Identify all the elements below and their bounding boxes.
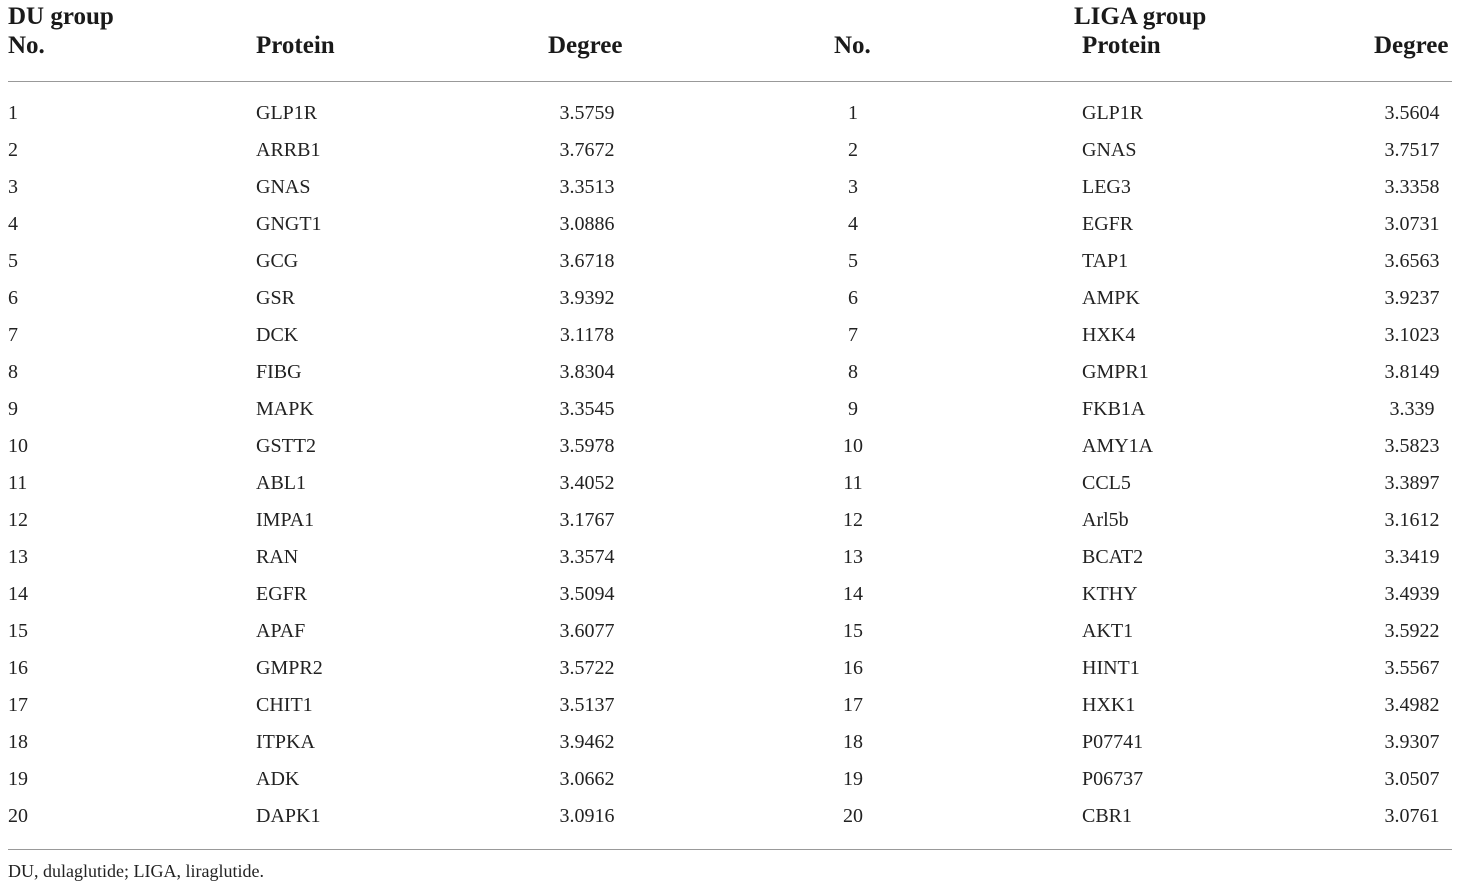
du-no-cell: 15 — [8, 620, 28, 642]
du-protein-cell: IMPA1 — [256, 509, 315, 531]
liga-no-cell: 14 — [843, 583, 863, 605]
liga-protein-cell: LEG3 — [1082, 176, 1131, 198]
liga-degree-cell: 3.7517 — [1384, 139, 1440, 161]
du-degree-cell: 3.3545 — [559, 398, 615, 420]
table-footnote: DU, dulaglutide; LIGA, liraglutide. — [8, 861, 264, 881]
du-degree-cell: 3.6718 — [559, 250, 615, 272]
du-protein-cell: EGFR — [256, 583, 308, 605]
du-protein-cell: GCG — [256, 250, 299, 272]
du-no-cell: 5 — [8, 250, 18, 272]
liga-protein-cell: Arl5b — [1082, 509, 1129, 531]
liga-degree-cell: 3.0761 — [1384, 805, 1440, 827]
liga-protein-header: Protein — [1082, 32, 1161, 59]
du-no-cell: 10 — [8, 435, 28, 457]
liga-no-cell: 16 — [843, 657, 863, 679]
du-no-cell: 13 — [8, 546, 28, 568]
du-degree-cell: 3.1178 — [559, 324, 615, 346]
liga-degree-header: Degree — [1374, 32, 1449, 59]
liga-no-cell: 1 — [848, 102, 858, 124]
du-protein-cell: DAPK1 — [256, 805, 321, 827]
du-no-cell: 8 — [8, 361, 18, 383]
liga-no-cell: 10 — [843, 435, 863, 457]
liga-no-cell: 6 — [848, 287, 858, 309]
liga-degree-cell: 3.5567 — [1384, 657, 1440, 679]
du-protein-cell: RAN — [256, 546, 299, 568]
du-no-cell: 4 — [8, 213, 18, 235]
liga-no-cell: 7 — [848, 324, 858, 346]
liga-protein-cell: HXK1 — [1082, 694, 1136, 716]
liga-no-cell: 20 — [843, 805, 863, 827]
du-protein-cell: ADK — [256, 768, 300, 790]
liga-protein-cell: EGFR — [1082, 213, 1134, 235]
bottom-rule — [8, 849, 1452, 850]
du-protein-cell: DCK — [256, 324, 299, 346]
du-protein-cell: GLP1R — [256, 102, 318, 124]
du-protein-cell: GNGT1 — [256, 213, 322, 235]
liga-degree-cell: 3.4982 — [1384, 694, 1440, 716]
liga-degree-cell: 3.3419 — [1384, 546, 1440, 568]
liga-degree-cell: 3.3897 — [1384, 472, 1440, 494]
liga-no-cell: 13 — [843, 546, 863, 568]
du-group-title: DU group — [8, 3, 114, 30]
du-degree-cell: 3.5137 — [559, 694, 615, 716]
du-degree-cell: 3.6077 — [559, 620, 615, 642]
header-rule — [8, 81, 1452, 82]
liga-protein-cell: CBR1 — [1082, 805, 1133, 827]
du-degree-cell: 3.0662 — [559, 768, 615, 790]
liga-protein-cell: AMY1A — [1082, 435, 1154, 457]
liga-protein-cell: P06737 — [1082, 768, 1144, 790]
du-degree-cell: 3.4052 — [559, 472, 615, 494]
du-protein-header: Protein — [256, 32, 335, 59]
du-no-header: No. — [8, 32, 45, 59]
du-protein-cell: GNAS — [256, 176, 311, 198]
liga-protein-cell: BCAT2 — [1082, 546, 1144, 568]
du-degree-cell: 3.5978 — [559, 435, 615, 457]
du-no-cell: 16 — [8, 657, 28, 679]
liga-protein-cell: AKT1 — [1082, 620, 1134, 642]
du-no-cell: 7 — [8, 324, 18, 346]
liga-degree-cell: 3.9307 — [1384, 731, 1440, 753]
du-degree-cell: 3.7672 — [559, 139, 615, 161]
liga-no-cell: 9 — [848, 398, 858, 420]
du-protein-cell: GMPR2 — [256, 657, 323, 679]
liga-no-cell: 18 — [843, 731, 863, 753]
liga-degree-cell: 3.5922 — [1384, 620, 1440, 642]
du-protein-cell: GSR — [256, 287, 295, 309]
du-degree-cell: 3.8304 — [559, 361, 615, 383]
liga-protein-cell: HXK4 — [1082, 324, 1136, 346]
du-protein-cell: MAPK — [256, 398, 314, 420]
du-protein-cell: ABL1 — [256, 472, 306, 494]
du-degree-cell: 3.5094 — [559, 583, 615, 605]
liga-degree-cell: 3.1612 — [1384, 509, 1440, 531]
du-protein-cell: CHIT1 — [256, 694, 313, 716]
du-no-cell: 2 — [8, 139, 18, 161]
du-degree-header: Degree — [548, 32, 623, 59]
du-no-cell: 6 — [8, 287, 18, 309]
liga-no-cell: 5 — [848, 250, 858, 272]
liga-no-cell: 4 — [848, 213, 858, 235]
liga-no-header: No. — [834, 32, 871, 59]
liga-protein-cell: KTHY — [1082, 583, 1138, 605]
du-protein-cell: ARRB1 — [256, 139, 321, 161]
du-degree-cell: 3.9392 — [559, 287, 615, 309]
liga-no-cell: 15 — [843, 620, 863, 642]
liga-no-cell: 11 — [843, 472, 863, 494]
liga-no-cell: 19 — [843, 768, 863, 790]
liga-degree-cell: 3.0507 — [1384, 768, 1440, 790]
liga-group-title: LIGA group — [1074, 3, 1207, 30]
liga-protein-cell: CCL5 — [1082, 472, 1131, 494]
liga-protein-cell: FKB1A — [1082, 398, 1146, 420]
du-degree-cell: 3.3574 — [559, 546, 615, 568]
liga-no-cell: 3 — [848, 176, 858, 198]
du-degree-cell: 3.0886 — [559, 213, 615, 235]
liga-protein-cell: P07741 — [1082, 731, 1144, 753]
liga-protein-cell: HINT1 — [1082, 657, 1140, 679]
liga-protein-cell: GLP1R — [1082, 102, 1144, 124]
liga-degree-cell: 3.339 — [1389, 398, 1435, 420]
liga-protein-cell: AMPK — [1082, 287, 1140, 309]
liga-degree-cell: 3.0731 — [1384, 213, 1440, 235]
du-no-cell: 9 — [8, 398, 18, 420]
du-degree-cell: 3.9462 — [559, 731, 615, 753]
du-protein-cell: APAF — [256, 620, 306, 642]
liga-degree-cell: 3.5823 — [1384, 435, 1440, 457]
liga-degree-cell: 3.4939 — [1384, 583, 1440, 605]
liga-degree-cell: 3.6563 — [1384, 250, 1440, 272]
du-no-cell: 11 — [8, 472, 28, 494]
du-no-cell: 17 — [8, 694, 28, 716]
liga-protein-cell: GNAS — [1082, 139, 1137, 161]
du-protein-cell: FIBG — [256, 361, 302, 383]
du-no-cell: 14 — [8, 583, 28, 605]
du-degree-cell: 3.0916 — [559, 805, 615, 827]
du-degree-cell: 3.1767 — [559, 509, 615, 531]
du-degree-cell: 3.5722 — [559, 657, 615, 679]
liga-no-cell: 12 — [843, 509, 863, 531]
liga-no-cell: 8 — [848, 361, 858, 383]
liga-protein-cell: GMPR1 — [1082, 361, 1149, 383]
liga-protein-cell: TAP1 — [1082, 250, 1129, 272]
liga-degree-cell: 3.9237 — [1384, 287, 1440, 309]
du-no-cell: 3 — [8, 176, 18, 198]
liga-degree-cell: 3.5604 — [1384, 102, 1440, 124]
du-no-cell: 20 — [8, 805, 28, 827]
liga-degree-cell: 3.8149 — [1384, 361, 1440, 383]
du-degree-cell: 3.3513 — [559, 176, 615, 198]
liga-no-cell: 17 — [843, 694, 863, 716]
liga-degree-cell: 3.3358 — [1384, 176, 1440, 198]
du-no-cell: 19 — [8, 768, 28, 790]
du-no-cell: 12 — [8, 509, 28, 531]
liga-no-cell: 2 — [848, 139, 858, 161]
du-protein-cell: ITPKA — [256, 731, 315, 753]
du-no-cell: 1 — [8, 102, 18, 124]
du-degree-cell: 3.5759 — [559, 102, 615, 124]
du-no-cell: 18 — [8, 731, 28, 753]
du-protein-cell: GSTT2 — [256, 435, 316, 457]
liga-degree-cell: 3.1023 — [1384, 324, 1440, 346]
